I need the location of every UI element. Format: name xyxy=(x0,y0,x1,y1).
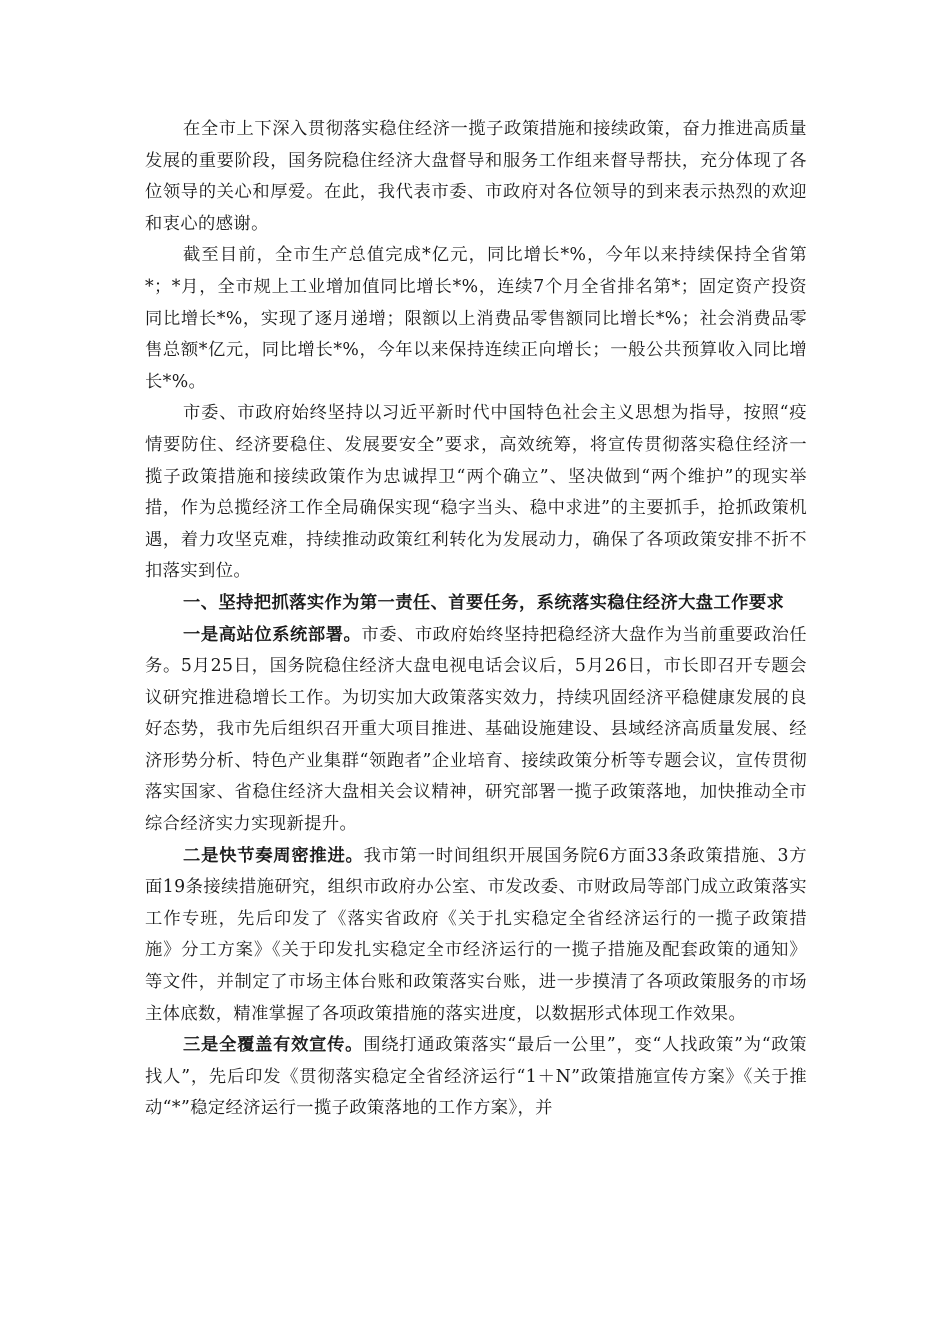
paragraph-lead-advancement: 二是快节奏周密推进。 xyxy=(183,845,364,866)
paragraph-intro: 在全市上下深入贯彻落实稳住经济一揽子政策措施和接续政策，奋力推进高质量发展的重要阶段，国务院稳住经济大盘督导和服务工作组来督导帮扶，充分体现了各位领导的关心和厚爱。在此，我代表市委、市政府对各位领导的到来表示热烈的欢迎和衷心的感谢。 xyxy=(145,119,807,234)
paragraph-lead-publicity: 三是全覆盖有效宣传。 xyxy=(183,1035,364,1056)
document-page xyxy=(145,114,807,1125)
paragraph-guidance: 市委、市政府始终坚持以习近平新时代中国特色社会主义思想为指导，按照“疫情要防住、经济要稳住、发展要安全”要求，高效统筹，将宣传贯彻落实稳住经济一揽子政策措施和接续政策作为忠诚捍卫“两个确立”、坚决做到“两个维护”的现实举措，作为总揽经济工作全局确保实现“稳字当头、稳中求进”的主要抓手，抢抓政策机遇，着力攻坚克难，持续推动政策红利转化为发展动力，确保了各项政策安排不折不扣落实到位。 xyxy=(145,403,807,582)
paragraph-body-advancement: 我市第一时间组织开展国务院6方面33条政策措施、3方面19条接续措施研究，组织市政府办公室、市发改委、市财政局等部门成立政策落实工作专班，先后印发了《落实省政府《关于扎实稳定全省经济运行的一揽子政策措施》分工方案》《关于印发扎实稳定全市经济运行的一揽子措施及配套政策的通知》等文件，并制定了市场主体台账和政策落实台账，进一步摸清了各项政策服务的市场主体底数，精准掌握了各项政策措施的落实进度，以数据形式体现工作效果。 xyxy=(145,845,807,1024)
paragraph-economic-data: 截至目前，全市生产总值完成*亿元，同比增长*%，今年以来持续保持全省第*；*月，全市规上工业增加值同比增长*%，连续7个月全省排名第*；固定资产投资同比增长*%，实现了逐月递增；限额以上消费品零售额同比增长*%；社会消费品零售总额*亿元，同比增长*%，今年以来保持连续正向增长；一般公共预算收入同比增长*%。 xyxy=(145,245,807,392)
paragraph-deployment xyxy=(145,620,807,841)
section-heading-1: 一、坚持把抓落实作为第一责任、首要任务，系统落实稳住经济大盘工作要求 xyxy=(183,592,785,613)
paragraph-advancement xyxy=(145,841,807,1031)
paragraph-body-deployment: 市委、市政府始终坚持把稳经济大盘作为当前重要政治任务。5月25日，国务院稳住经济大盘电视电话会议后，5月26日，市长即召开专题会议研究推进稳增长工作。为切实加大政策落实效力，持续巩固经济平稳健康发展的良好态势，我市先后组织召开重大项目推进、基础设施建设、县域经济高质量发展、经济形势分析、特色产业集群“领跑者”企业培育、接续政策分析等专题会议，宣传贯彻落实国家、省稳住经济大盘相关会议精神，研究部署一揽子政策落地，加快推动全市综合经济实力实现新提升。 xyxy=(145,624,807,835)
paragraph-publicity xyxy=(145,1030,807,1125)
paragraph-lead-deployment: 一是高站位系统部署。 xyxy=(183,624,362,645)
paragraph-body-publicity: 围绕打通政策落实“最后一公里”，变“人找政策”为“政策找人”，先后印发《贯彻落实稳定全省经济运行“1＋N”政策措施宣传方案》《关于推动“*”稳定经济运行一揽子政策落地的工作方案》，并 xyxy=(145,1035,807,1119)
